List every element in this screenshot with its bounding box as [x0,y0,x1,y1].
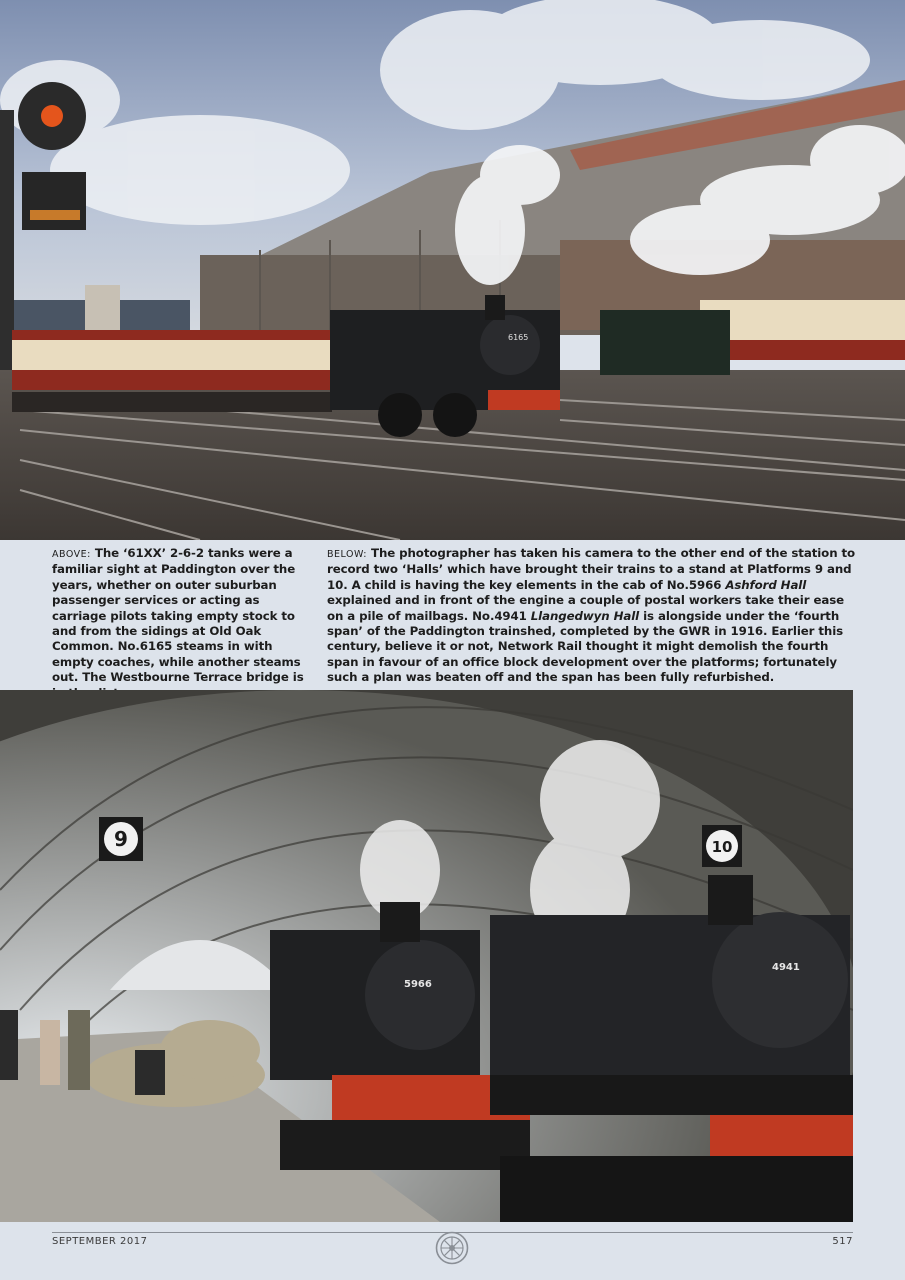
loco-name-ashford-hall: Ashford Hall [725,577,807,592]
wheel-logo-icon [435,1231,469,1265]
signal-box [22,172,86,230]
loco-number-5966: 5966 [404,979,432,990]
caption-above-text: The ‘61XX’ 2-6-2 tanks were a familiar sight at Paddington over the years, whether on outer suburban passenger services or acting as carriage pilots taking empty stock to and from the sidings at Old Oak Common. No.6165 steams in with empty coaches, while another steams out. The Westbourne Terrace bridge is [52,546,304,685]
caption-below-text-1: The photographer has taken his camera to the other end of the station to record two ‘Halls’ which have brought their trains to a stand at Platforms 9 and 10. A child is having the key elements in the cab of No.5966 [327,546,856,592]
caption-below [327,546,857,686]
caption-above-lead: ABOVE: [52,549,91,560]
loco-number-4941: 4941 [772,962,800,973]
caption-above [52,546,314,701]
loco-number-6165: 6165 [508,333,529,342]
coaches-right [600,300,905,375]
top-photograph [0,0,905,540]
footer-issue-date: SEPTEMBER 2017 [52,1236,148,1247]
platform-9-number: 9 [114,827,128,851]
bottom-photograph [0,690,853,1222]
locomotive-4941 [490,875,853,1222]
footer-page-number: 517 [832,1236,853,1247]
caption-below-text-3: is alongside under the ‘fourth span’ of the Paddington trainshed, completed by the GWR in 1916. Earlier this century, believe it or not, Network Rail thought it might demolish the fourth span in favour of an office block development over the platforms; fortunately such a plan was beaten off and the span has been fully refurbished. [327,608,844,685]
platform-10-number: 10 [711,838,733,856]
caption-below-lead: BELOW: [327,549,367,560]
caption-below-text-2: explained and in front of the engine a couple of postal workers take their ease on a pile of mailbags. No.4941 [327,593,845,623]
coaches-left [12,330,332,412]
loco-name-llangedwyn-hall: Llangedwyn Hall [530,608,640,623]
